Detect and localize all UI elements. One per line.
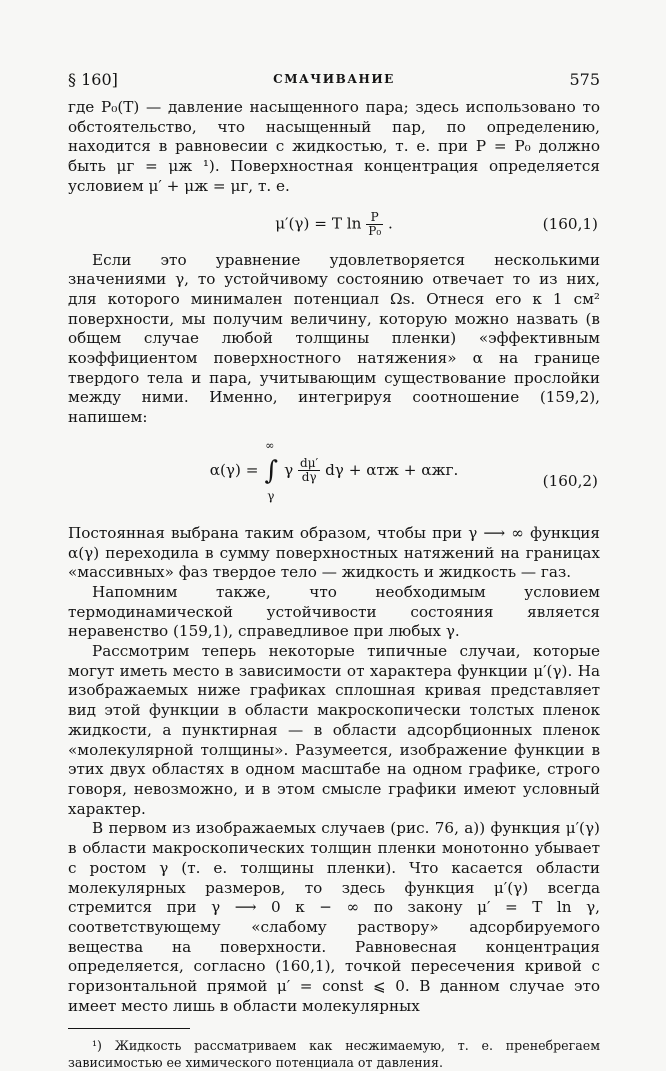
equation-2-numerator: dμ′ [300,456,319,471]
book-page [68,70,600,1071]
paragraph-6: В первом из изображаемых случаев (рис. 76, а)) функция μ′(γ) в области макроскопических толщин пленки монотонно убывает с ростом γ (т. е. толщины пленки). Что касается области молекулярных размеров, то здесь функция μ′(γ) всегда стремится при γ ⟶ 0 к − ∞ по закону μ′ = T ln γ, соответствующему «слабому раствору» адсорбируемого вещества на поверхности. Равновесная концентрация определяется, согласно (160,1), точкой пересечения кривой с горизонтальной прямой μ′ = const ⩽ 0. В данном случае это имеет место лишь в области молекулярных [68,819,600,1015]
equation-2-integrand-post: dγ + αтж + αжг. [325,460,459,479]
chapter-title: СМАЧИВАНИЕ [273,72,395,86]
equation-1-fraction [366,211,383,238]
equation-2-integrand-pre: γ [284,460,294,479]
footnote: ¹) Жидкость рассматриваем как несжимаемую, т. е. пренебрегаем зависимостью ее химического потенциала от давления. [68,1038,600,1071]
equation-1-numerator: P [366,211,383,225]
body-text [68,98,600,1016]
equation-2-denominator: dγ [301,470,317,485]
integral-lower-limit: γ [267,488,275,503]
paragraph-5: Рассмотрим теперь некоторые типичные случаи, которые могут иметь место в зависимости от характера функции μ′(γ). На изображаемых ниже графиках сплошная кривая представляет вид этой функции в области макроскопически толстых пленок жидкости, а пунктирная — в области адсорбционных пленок «молекулярной толщины». Разумеется, изображение функции в этих двух областях в одном масштабе на одном графике, строго говоря, невозможно, и в этом смысле графики имеют условный характер. [68,642,600,818]
integral-upper-limit: ∞ [265,438,275,452]
equation-1-denominator: P₀ [368,223,382,238]
integral-symbol: ∫ [264,455,279,486]
section-marker: § 160] [68,70,118,89]
equation-160-1 [68,197,600,251]
paragraph-2: Если это уравнение удовлетворяется несколькими значениями γ, то устойчивому состоянию отвечает то из них, для которого минимален потенциал Ωs. Отнеся его к 1 см² поверхности, мы получим величину, которую можно назвать (в общем случае любой толщины пленки) «эффективным коэффициентом поверхностного натяжения» α на границе твердого тела и пара, учитывающим существование прослойки между ними. Именно, интегрируя соотношение (159,2), напишем: [68,250,600,427]
equation-2-number: (160,2) [542,471,598,490]
equation-2-lhs: α(γ) = [209,460,259,479]
integral-sign [263,438,279,503]
equation-1-lhs: μ′(γ) = T ln [275,214,362,233]
paragraph-1: где P₀(T) — давление насыщенного пара; здесь использовано то обстоятельство, что насыщенный пар, по определению, находится в равновесии с жидкостью, т. е. при P = P₀ должно быть μг = μж ¹). Поверхностная концентрация определяется условием μ′ + μж = μг, т. е. [68,98,600,195]
equation-1-number: (160,1) [542,214,598,233]
equation-1-tail: . [387,214,393,233]
footnote-divider [68,1028,190,1029]
paragraph-4: Напомним также, что необходимым условием термодинамической устойчивости состояния является неравенство (159,1), справедливое при любых γ. [68,582,600,641]
page-number: 575 [569,70,600,89]
running-head [68,70,600,98]
equation-160-2 [68,428,600,524]
paragraph-3: Постоянная выбрана таким образом, чтобы при γ ⟶ ∞ функция α(γ) переходила в сумму поверхностных натяжений на границах «массивных» фаз твердое тело — жидкость и жидкость — газ. [68,523,600,582]
equation-2-fraction [298,457,320,484]
